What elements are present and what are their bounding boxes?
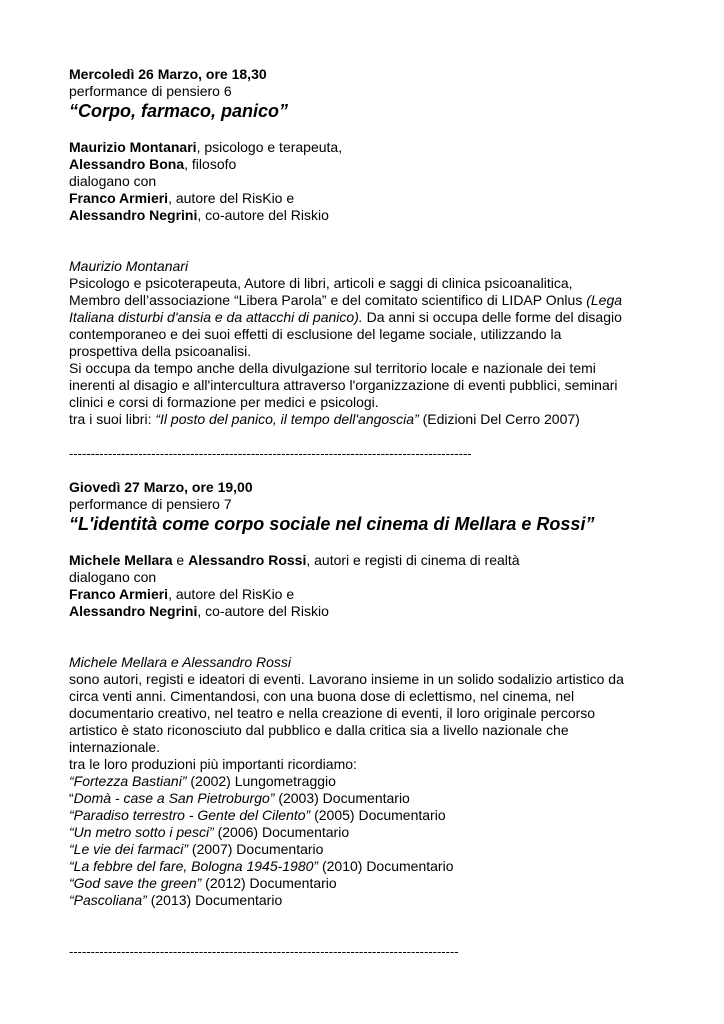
- event2-dialogue: dialogano con: [69, 569, 157, 585]
- work-item: “Un metro sotto i pesci” (2006) Documentario: [69, 824, 350, 840]
- work-item: “Le vie dei farmaci” (2007) Documentario: [69, 841, 324, 857]
- event2-speakers: Michele Mellara e Alessandro Rossi, autori e registi di cinema di realtà: [69, 552, 520, 568]
- event1-bio-line: Psicologo e psicoterapeuta, Autore di libri, articoli e saggi di clinica psicoanalitica,: [69, 275, 573, 291]
- separator: ------------------------------------------------------------------------------------------: [69, 944, 459, 959]
- work-item: “God save the green” (2012) Documentario: [69, 875, 337, 891]
- event2-bio-name: Michele Mellara e Alessandro Rossi: [69, 654, 292, 670]
- work-item: “Domà - case a San Pietroburgo” (2003) Documentario: [69, 790, 410, 806]
- event1-bio-line: inerenti al disagio e all'intercultura attraverso l'organizzazione di eventi pubblici, seminari: [69, 377, 618, 393]
- event2-bio-line: artistico è stato riconosciuto dal pubblico e dalla critica sia a livello nazionale che: [69, 722, 569, 738]
- event2-bio-line: documentario creativo, nel teatro e nella creazione di eventi, il loro originale percorso: [69, 705, 596, 721]
- work-item: “Pascoliana” (2013) Documentario: [69, 892, 283, 908]
- event1-date: Mercoledì 26 Marzo, ore 18,30: [69, 66, 267, 82]
- event1-host-2: Alessandro Negrini, co-autore del Riskio: [69, 207, 329, 223]
- event1-bio-line: Membro dell’associazione “Libera Parola” e del comitato scientifico di LIDAP Onlus (Lega: [69, 292, 623, 308]
- event2-subtitle: performance di pensiero 7: [69, 496, 232, 512]
- event1-title: “Corpo, farmaco, panico”: [69, 101, 289, 121]
- document-page: [69, 66, 709, 960]
- event2-bio-line: internazionale.: [69, 739, 161, 755]
- event2-host-2: Alessandro Negrini, co-autore del Riskio: [69, 603, 329, 619]
- event1-bio-line: Italiana disturbi d'ansia e da attacchi di panico). Da anni si occupa delle forme del disagio: [69, 309, 622, 325]
- event2-bio-line: circa venti anni. Cimentandosi, con una buona dose di eclettismo, nel cinema, nel: [69, 688, 575, 704]
- event2-title: “L'identità come corpo sociale nel cinema di Mellara e Rossi”: [69, 514, 595, 534]
- event1-host-1: Franco Armieri, autore del RisKio e: [69, 190, 295, 206]
- event2-date: Giovedì 27 Marzo, ore 19,00: [69, 479, 253, 495]
- event1-bio-name: Maurizio Montanari: [69, 258, 189, 274]
- event2-bio-line: sono autori, registi e ideatori di eventi. Lavorano insieme in un solido sodalizio artistico da: [69, 671, 624, 687]
- event1-bio-line: prospettiva della psicoanalisi.: [69, 343, 252, 359]
- event1-dialogue: dialogano con: [69, 173, 157, 189]
- event2-bio-line: tra le loro produzioni più importanti ricordiamo:: [69, 756, 357, 772]
- event1-bio-line: clinici e corsi di formazione per medici e psicologi.: [69, 394, 379, 410]
- event1-bio-line: tra i suoi libri: “Il posto del panico, il tempo dell'angoscia” (Edizioni Del Cerro 2007): [69, 411, 580, 427]
- event1-speaker-1: Maurizio Montanari, psicologo e terapeuta,: [69, 139, 343, 155]
- work-item: “Fortezza Bastiani” (2002) Lungometraggio: [69, 773, 336, 789]
- event1-speaker-2: Alessandro Bona, filosofo: [69, 156, 237, 172]
- separator: ---------------------------------------------------------------------------------------------: [69, 446, 472, 461]
- work-item: “La febbre del fare, Bologna 1945-1980” (2010) Documentario: [69, 858, 454, 874]
- event1-bio-line: Si occupa da tempo anche della divulgazione sul territorio locale e nazionale dei temi: [69, 360, 596, 376]
- event1-bio-line: contemporaneo e dei suoi effetti di esclusione del legame sociale, utilizzando la: [69, 326, 562, 342]
- event2-host-1: Franco Armieri, autore del RisKio e: [69, 586, 295, 602]
- work-item: “Paradiso terrestro - Gente del Cilento” (2005) Documentario: [69, 807, 446, 823]
- event1-subtitle: performance di pensiero 6: [69, 83, 232, 99]
